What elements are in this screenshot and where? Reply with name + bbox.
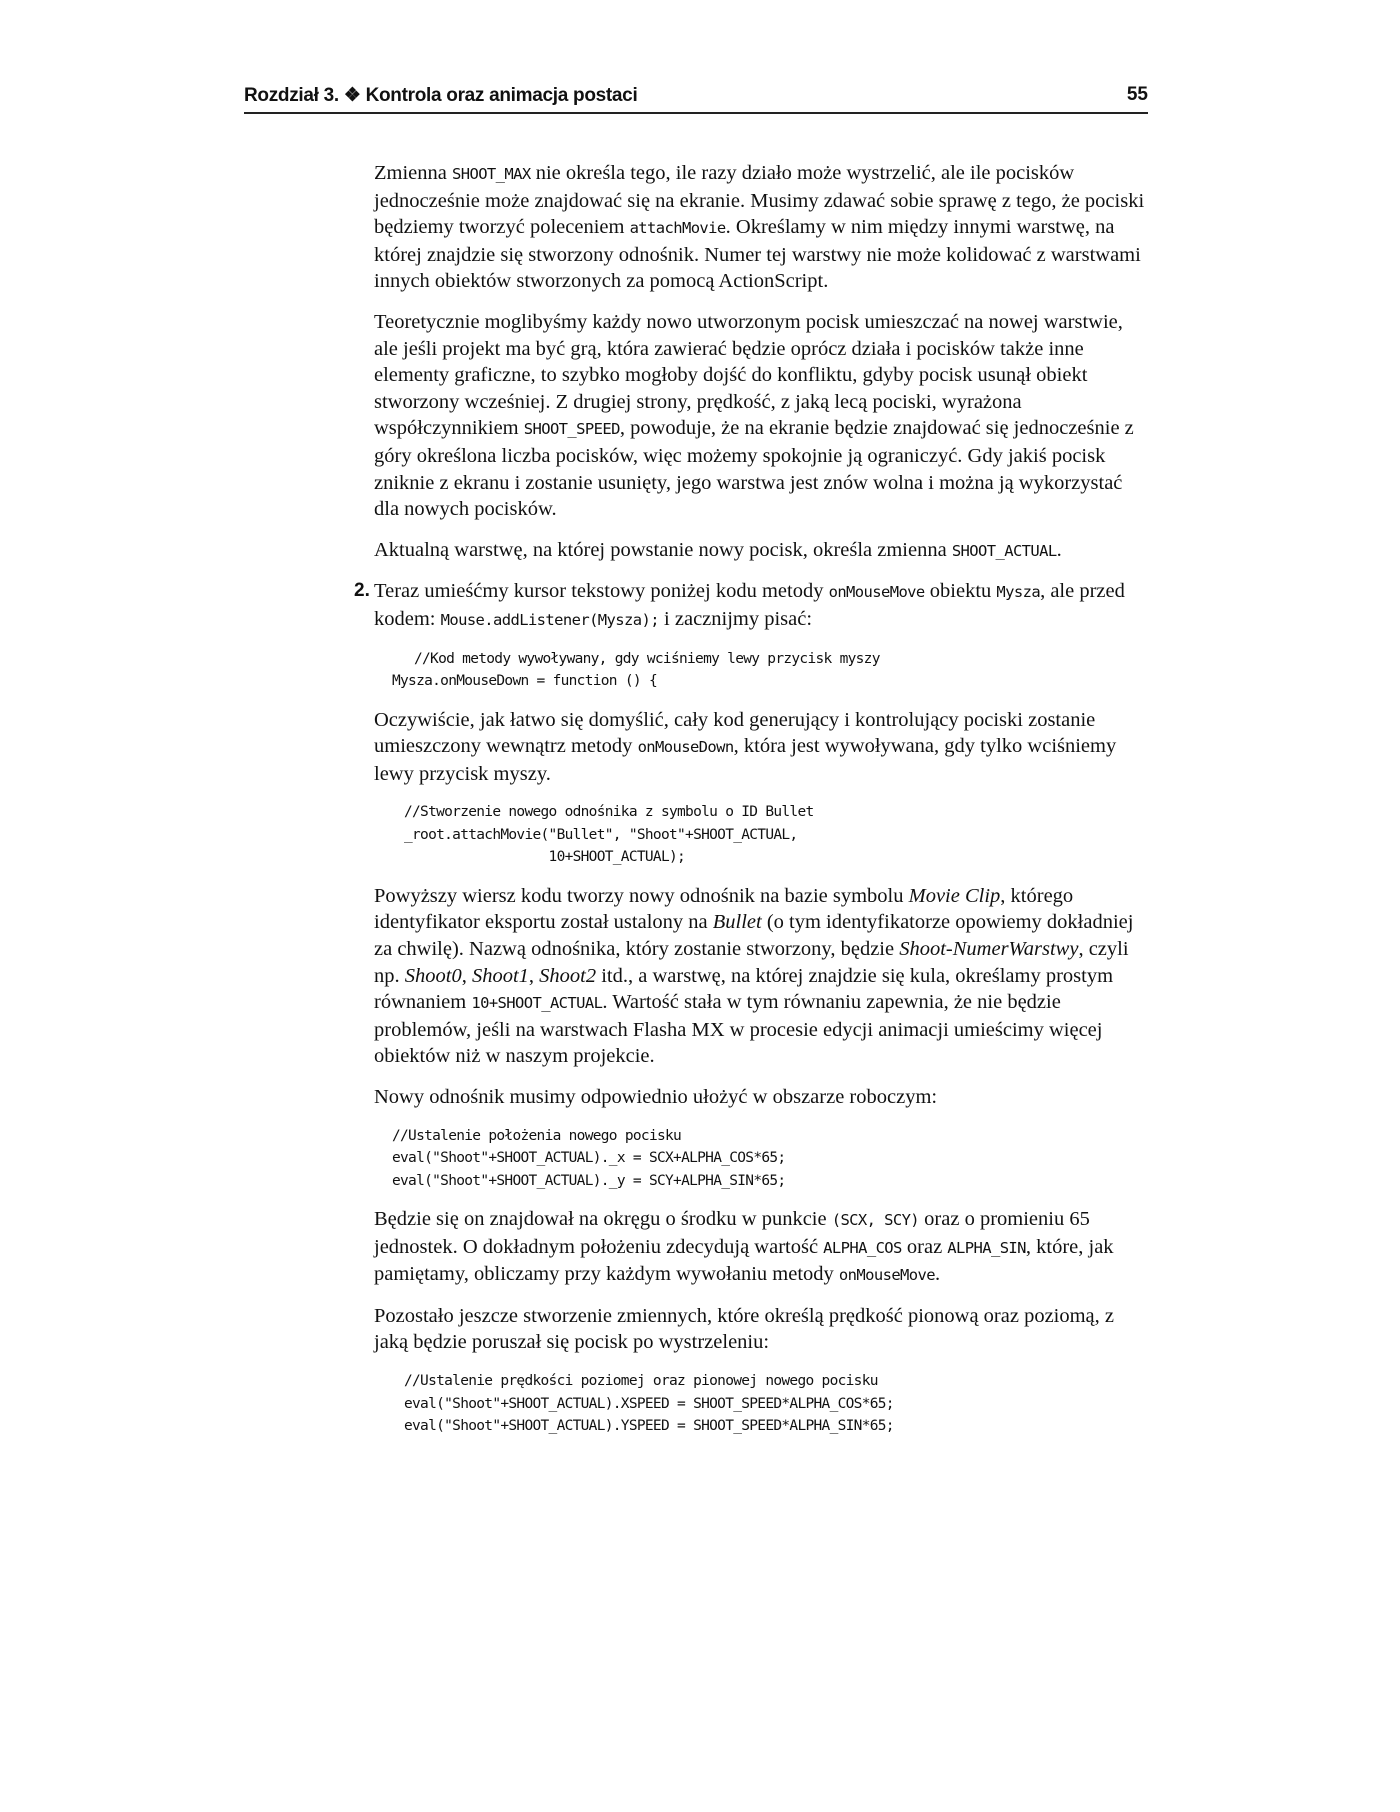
text-run: itd., a warstwę, na której znajdzie się kula, określamy prostym równaniem xyxy=(374,964,1114,1014)
code-line: //Ustalenie prędkości poziomej oraz pionowej nowego pocisku xyxy=(404,1373,878,1389)
text-run: . xyxy=(934,1263,941,1286)
page-number: 55 xyxy=(1126,84,1148,105)
text-run: Teraz umieśćmy kursor tekstowy poniżej kodu metody xyxy=(374,580,829,603)
running-header xyxy=(244,82,1148,114)
italic-term: Bullet xyxy=(712,911,762,934)
text-run: oraz o promieniu 65 jednostek. O dokładnym położeniu zdecydują wartość xyxy=(374,1208,1090,1258)
paragraph-new-reference xyxy=(374,883,1150,1070)
paragraph-shoot-max xyxy=(374,160,1150,295)
code-line: //Kod metody wywoływany, gdy wciśniemy lewy przycisk myszy xyxy=(414,650,880,667)
code-line: eval("Shoot"+SHOOT_ACTUAL)._x = SCX+ALPHA_COS*65; xyxy=(392,1150,786,1167)
text-run: Teoretycznie moglibyśmy każdy nowo utworzonym pocisk umieszczać na nowej warstwie, ale jeśli projekt ma być grą, która zawierać będzie oprócz działa i pocisków także inne elementy graficzne, to szybko mogłoby dojść do konfliktu, gdyby pocisk usunął obiekt stworzony wcześniej. Z drugiej strony, prędkość, z jaką lecą pociski, wyrażona współczynnikiem xyxy=(374,310,1123,440)
text-run: (o tym identyfikatorze opowiemy dokładniej za chwilę). Nazwą odnośnika, który zostanie stworzony, będzie xyxy=(374,911,1134,960)
step-number: 2. xyxy=(354,580,370,602)
text-run: oraz xyxy=(901,1235,948,1258)
code-line: _root.attachMovie("Bullet", "Shoot"+SHOOT_ACTUAL, xyxy=(404,826,798,843)
italic-term: Shoot2 xyxy=(539,964,597,987)
text-run: , powoduje, że na ekranie będzie znajdować się jednocześnie z góry określona liczba pocisków, więc możemy spokojnie ją ograniczyć. Gdy jakiś pocisk zniknie z ekranu i zostanie usunięty, jego warstwa jest znów wolna i można ją wykorzystać dla nowych pocisków. xyxy=(374,417,1134,521)
inline-code: onMouseMove xyxy=(838,1266,935,1285)
text-run: Zmienna xyxy=(374,162,452,184)
code-line: eval("Shoot"+SHOOT_ACTUAL).YSPEED = SHOOT_SPEED*ALPHA_SIN*65; xyxy=(404,1418,894,1434)
text-run: , czyli np. xyxy=(374,937,1129,987)
inline-code: onMouseDown xyxy=(637,738,734,757)
code-line: Mysza.onMouseDown = function () { xyxy=(392,673,657,689)
inline-code: Mysza xyxy=(996,583,1041,602)
text-run: Aktualną warstwę, na której powstanie nowy pocisk, określa zmienna xyxy=(374,538,952,561)
text-run: , które, jak pamiętamy, obliczamy przy każdym wywołaniu metody xyxy=(374,1235,1114,1286)
code-line: //Ustalenie położenia nowego pocisku xyxy=(392,1127,682,1144)
page-body xyxy=(354,160,1150,1452)
inline-code: ALPHA_COS xyxy=(823,1238,902,1257)
text-run: obiektu xyxy=(924,580,997,603)
inline-code: SHOOT_MAX xyxy=(452,165,531,183)
paragraph-speed-intro xyxy=(374,1303,1150,1356)
inline-code: 10+SHOOT_ACTUAL xyxy=(471,994,603,1013)
inline-code: SHOOT_SPEED xyxy=(523,420,620,439)
text-run: . Wartość stała w tym równaniu zapewnia, że nie będzie problemów, jeśli na warstwach Flasha MX w procesie edycji animacji umieścimy więcej obiektów niż w naszym projekcie. xyxy=(374,991,1103,1068)
code-block-position xyxy=(374,1125,1150,1193)
text-run: Będzie się on znajdował na okręgu o środku w punkcie xyxy=(374,1208,832,1231)
inline-code: onMouseMove xyxy=(828,583,925,602)
step-2 xyxy=(354,578,1150,633)
inline-code: attachMovie xyxy=(629,219,726,238)
text-run: , którego identyfikator eksportu został ustalony na xyxy=(374,884,1074,934)
text-run: nie określa tego, ile razy działo może wystrzelić, ale ile pocisków jednocześnie może znajdować się na ekranie. Musimy zdawać sobie sprawę z tego, że pociski będziemy tworzyć poleceniem xyxy=(374,162,1145,239)
text-run: Nowy odnośnik musimy odpowiednio ułożyć w obszarze roboczym: xyxy=(374,1085,938,1108)
paragraph-layers xyxy=(374,309,1150,523)
code-block-mouse-down xyxy=(374,648,1150,693)
code-line: //Stworzenie nowego odnośnika z symbolu o ID Bullet xyxy=(404,804,814,821)
text-run: Pozostało jeszcze stworzenie zmiennych, które określą prędkość pionową oraz poziomą, z jaką będzie poruszał się pocisk po wystrzeleniu: xyxy=(374,1304,1115,1354)
code-line: eval("Shoot"+SHOOT_ACTUAL)._y = SCY+ALPHA_SIN*65; xyxy=(392,1172,786,1189)
text-run: i zacznijmy pisać: xyxy=(658,607,813,630)
code-block-attach-movie xyxy=(374,801,1150,869)
paragraph-shoot-actual xyxy=(374,537,1150,565)
text-run: , xyxy=(461,964,472,987)
text-run: Oczywiście, jak łatwo się domyślić, cały kod generujący i kontrolujący pociski zostanie umieszczony wewnątrz metody xyxy=(374,708,1096,758)
inline-code: ALPHA_SIN xyxy=(947,1238,1026,1257)
inline-code: (SCX, SCY) xyxy=(831,1211,920,1230)
inline-code: Mouse.addListener(Mysza); xyxy=(440,610,659,629)
italic-term: Shoot-NumerWarstwy xyxy=(899,937,1079,960)
paragraph-circle xyxy=(374,1206,1150,1289)
text-run: , ale przed kodem: xyxy=(374,580,1125,630)
text-run: . xyxy=(1056,538,1062,561)
italic-term: Shoot0 xyxy=(404,964,462,987)
paragraph-position-intro xyxy=(374,1084,1150,1111)
text-run: . Określamy w nim między innymi warstwę, na której znajdzie się stworzony odnośnik. Numer tej warstwy nie może kolidować z warstwami innych obiektów stworzonych za pomocą ActionScript. xyxy=(374,216,1141,293)
code-block-speed xyxy=(374,1370,1150,1438)
code-line: eval("Shoot"+SHOOT_ACTUAL).XSPEED = SHOOT_SPEED*ALPHA_COS*65; xyxy=(404,1395,894,1412)
text-run: , która jest wywoływana, gdy tylko wciśniemy lewy przycisk myszy. xyxy=(374,735,1117,785)
paragraph-on-mouse-down xyxy=(374,707,1150,788)
italic-term: Movie Clip xyxy=(908,884,1001,907)
chapter-title: Rozdział 3. ❖ Kontrola oraz animacja postaci xyxy=(244,85,638,106)
italic-term: Shoot1 xyxy=(471,964,529,987)
inline-code: SHOOT_ACTUAL xyxy=(951,541,1057,560)
code-line: 10+SHOOT_ACTUAL); xyxy=(404,849,686,866)
text-run: Powyższy wiersz kodu tworzy nowy odnośnik na bazie symbolu xyxy=(374,884,909,907)
text-run: , xyxy=(528,964,540,987)
